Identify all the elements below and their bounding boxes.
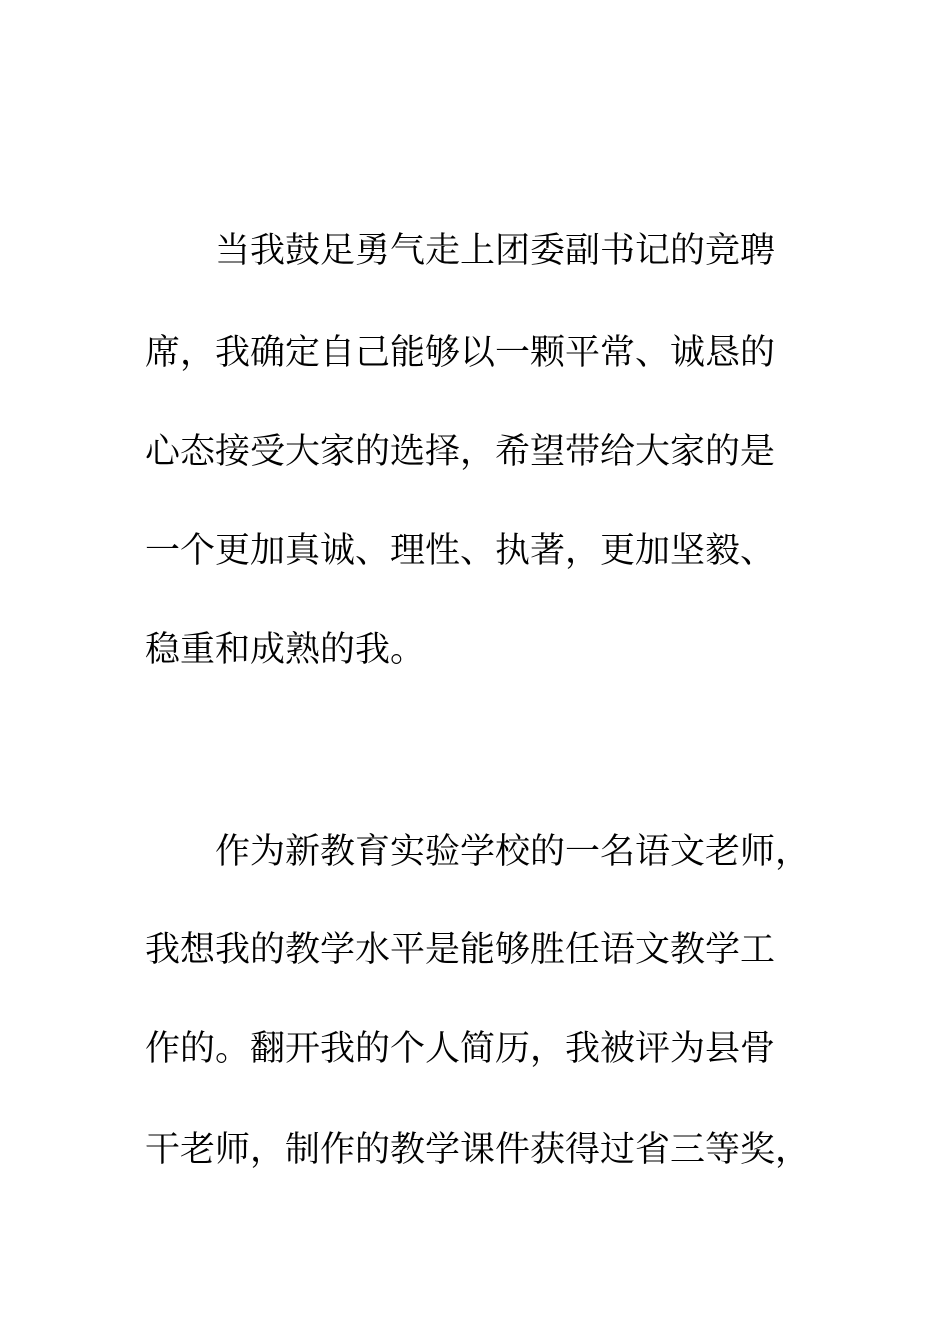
paragraph-line: 作的。翻开我的个人简历，我被评为县骨 [145, 1029, 776, 1069]
paragraph-line: 心态接受大家的选择，希望带给大家的是 [145, 432, 776, 472]
paragraph-line: 当我鼓足勇气走上团委副书记的竞聘 [215, 231, 776, 271]
paragraph-line: 作为新教育实验学校的一名语文老师， [215, 832, 811, 872]
paragraph-line: 稳重和成熟的我。 [145, 630, 426, 670]
paragraph-line: 我想我的教学水平是能够胜任语文教学工 [145, 930, 776, 970]
paragraph-line: 干老师，制作的教学课件获得过省三等奖， [145, 1130, 811, 1170]
paragraph-line: 一个更加真诚、理性、执著，更加坚毅、 [145, 531, 776, 571]
paragraph-line: 席，我确定自己能够以一颗平常、诚恳的 [145, 333, 776, 373]
